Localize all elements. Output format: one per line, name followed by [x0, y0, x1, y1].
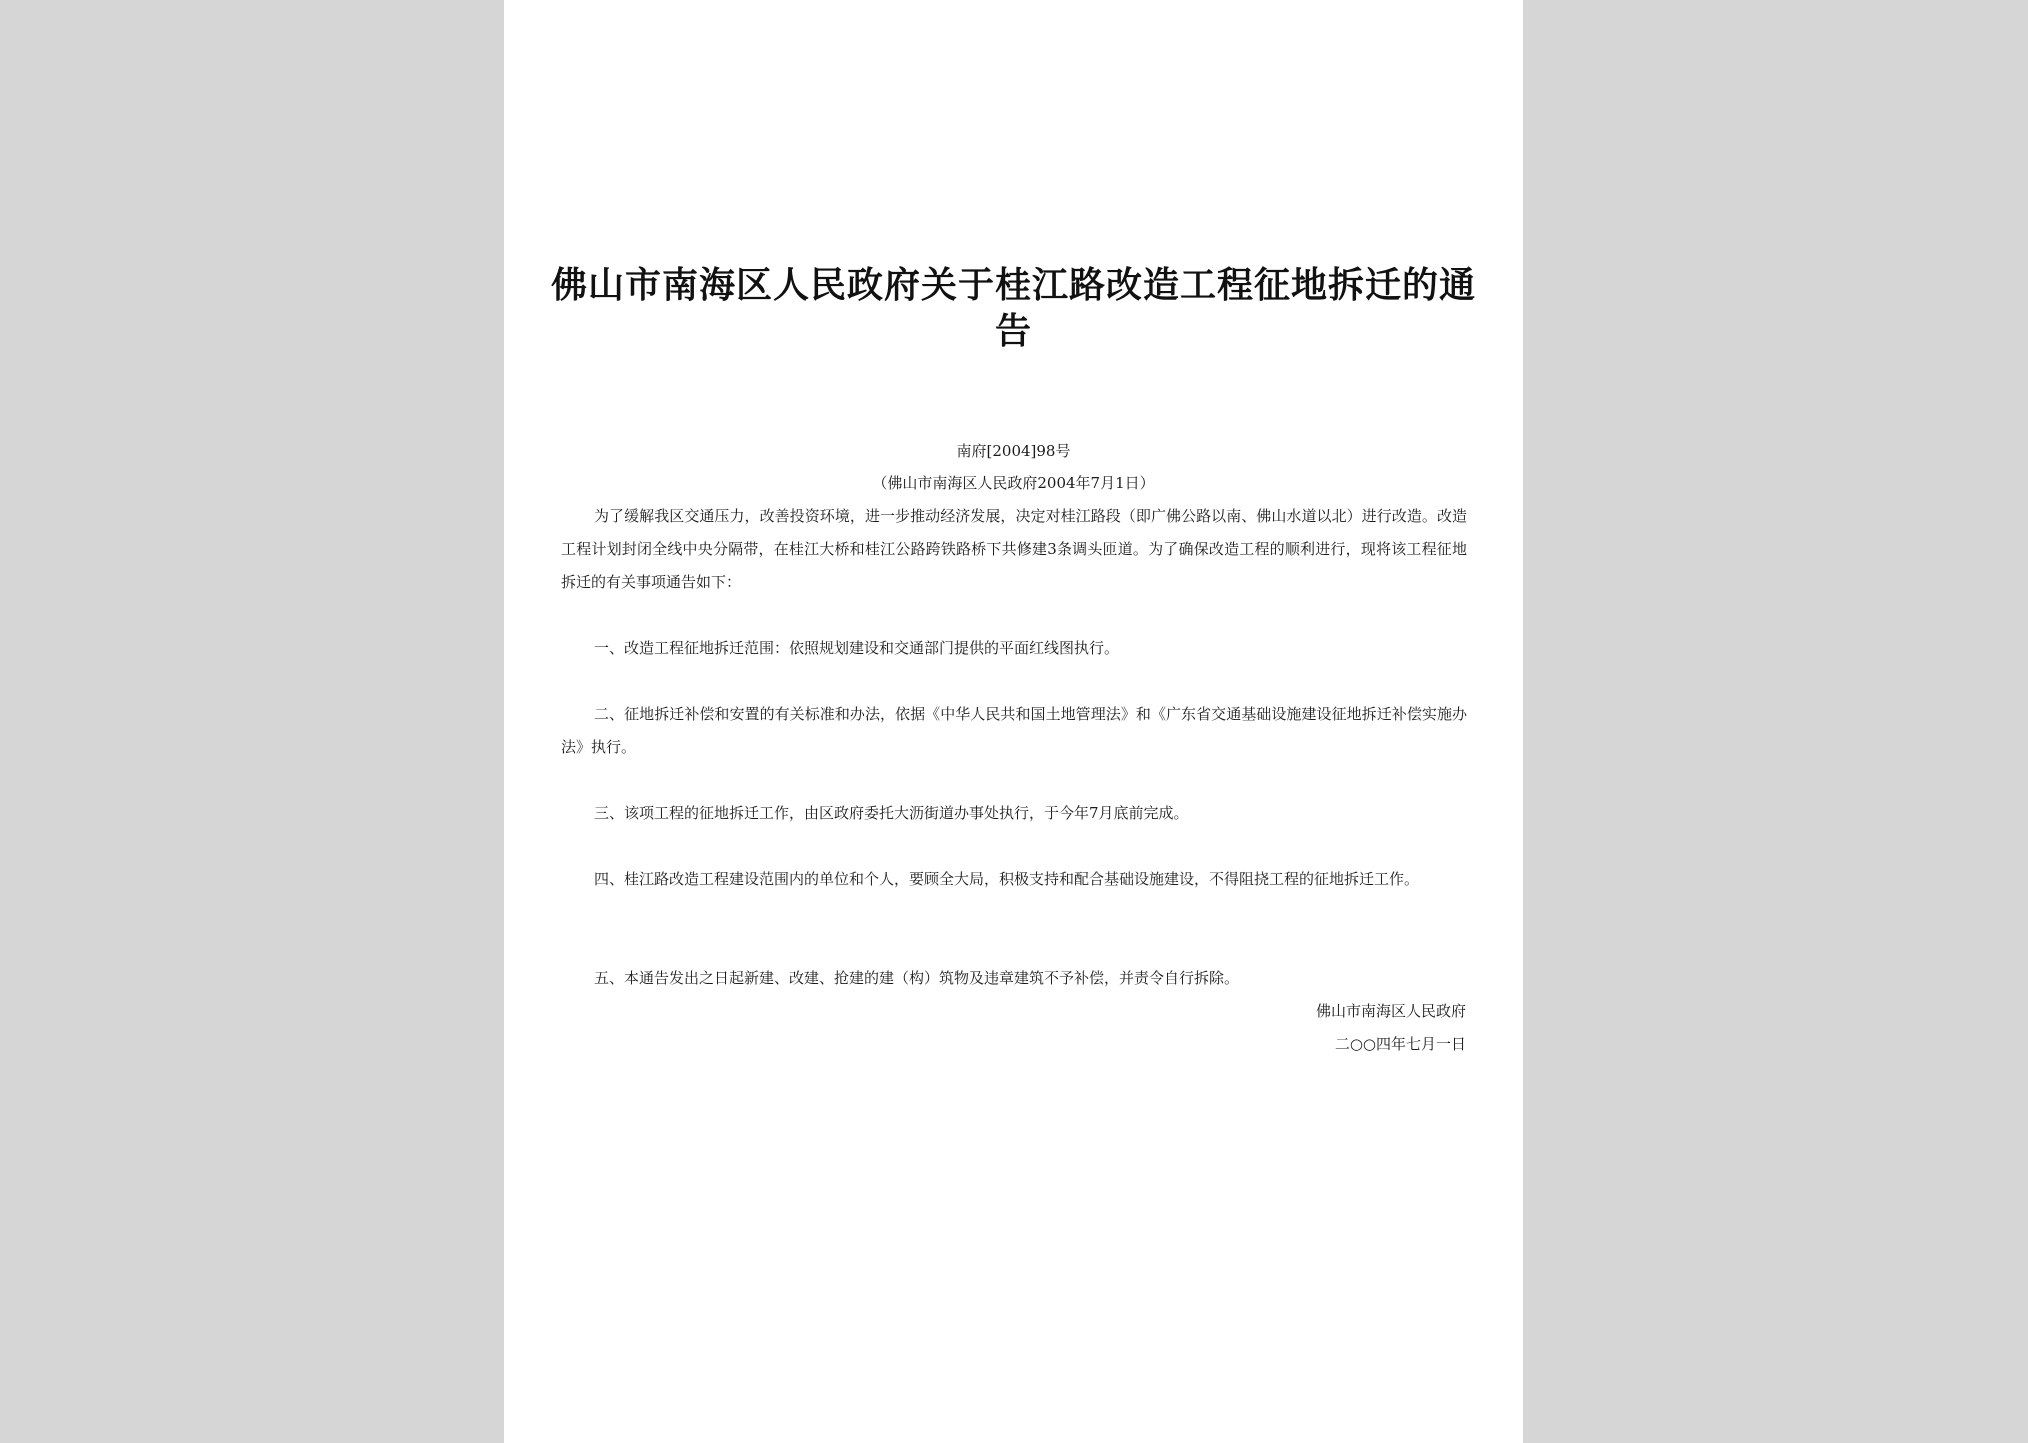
notice-item-5: 五、本通告发出之日起新建、改建、抢建的建（构）筑物及违章建筑不予补偿，并责令自行拆除。 [594, 969, 1240, 987]
notice-item-3: 三、该项工程的征地拆迁工作，由区政府委托大沥街道办事处执行，于今年7月底前完成。 [594, 804, 1189, 822]
signature-date: 二○○四年七月一日 [1334, 1035, 1466, 1053]
document-page [504, 0, 1523, 1443]
notice-item-2: 二、征地拆迁补偿和安置的有关标准和办法，依据《中华人民共和国土地管理法》和《广东省交通基础设施建设征地拆迁补偿实施办法》执行。 [561, 705, 1467, 756]
document-number: 南府[2004]98号 [956, 442, 1071, 460]
signature-organization: 佛山市南海区人民政府 [1315, 1002, 1466, 1020]
document-issuer-line: （佛山市南海区人民政府2004年7月1日） [872, 474, 1155, 492]
notice-item-1: 一、改造工程征地拆迁范围：依照规划建设和交通部门提供的平面红线图执行。 [594, 639, 1120, 657]
intro-paragraph: 为了缓解我区交通压力，改善投资环境，进一步推动经济发展，决定对桂江路段（即广佛公路以南、佛山水道以北）进行改造。改造工程计划封闭全线中央分隔带，在桂江大桥和桂江公路跨铁路桥下共修建3条调头匝道。为了确保改造工程的顺利进行，现将该工程征地拆迁的有关事项通告如下： [561, 507, 1467, 591]
document-title: 佛山市南海区人民政府关于桂江路改造工程征地拆迁的通告 [550, 264, 1476, 352]
notice-item-4: 四、桂江路改造工程建设范围内的单位和个人，要顾全大局，积极支持和配合基础设施建设，不得阻挠工程的征地拆迁工作。 [594, 870, 1420, 888]
